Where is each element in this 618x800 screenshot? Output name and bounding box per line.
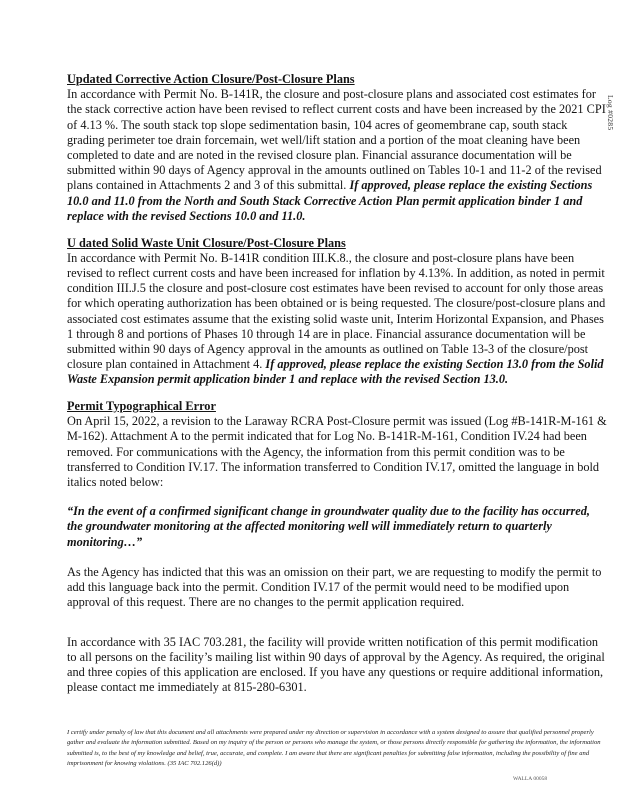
section-paragraph: On April 15, 2022, a revision to the Laraway RCRA Post-Closure permit was issued (Log #B-141R-M-161 & M-162). Attachment A to the permit indicated that for Log No. B-141R-M-161, Condition IV.24 had been removed. For communications with the Agency, the information from this permit condition was to be transferred to Condition IV.17. The information transferred to Condition IV.17, omitted the language in bold italics noted below: — [67, 414, 607, 490]
section-heading: U dated Solid Waste Unit Closure/Post-Closure Plans — [67, 235, 346, 250]
section-solid-waste — [67, 236, 607, 388]
closing-paragraph: In accordance with 35 IAC 703.281, the facility will provide written notification of this permit modification to all persons on the facility’s mailing list within 90 days of approval by the Agency. As required, the original and three copies of this application are enclosed. If you have any questions or require additional information, please contact me immediately at 815-280-6301. — [67, 634, 605, 695]
bates-stamp: WALLA 00058 — [513, 776, 548, 782]
paragraph-text: In accordance with Permit No. B-141R condition III.K.8., the closure and post-closure plans have been revised to reflect current costs and have been increased for inflation by 4.13%. In addition, as noted in permit condition III.J.5 the closure and post-closure cost estimates have been revised to account for only those areas for which operating authorization has been obtained or is being requested. The closure/post-closure plans and associated cost estimates assume that the existing solid waste unit, Interim Horizontal Expansion, and Phases 1 through 8 and portions of Phases 10 through 14 are in place. Financial assurance documentation will be submitted within 90 days of Agency approval in the amounts as outlined on Table 13-3 of the closure/post closure plan contained in Attachment 4. — [67, 250, 606, 372]
section-corrective-action — [67, 72, 607, 224]
margin-log-text: Log #0285 — [606, 95, 615, 131]
section-heading: Updated Corrective Action Closure/Post-Closure Plans — [67, 72, 355, 86]
section-heading: Permit Typographical Error — [67, 399, 216, 414]
paragraph-emphasis: If approved, please replace the existing Section 13.0 from the Solid Waste Expansion permit application binder 1 and replace with the revised Section 13.0. — [67, 357, 604, 387]
document-body — [67, 72, 607, 695]
quoted-permit-language: “In the event of a confirmed significant change in groundwater quality due to the facility has occurred, the groundwater monitoring at the affected monitoring well will immediately return to quarterly monitoring…” — [67, 504, 590, 549]
paragraph-text: In accordance with Permit No. B-141R, the closure and post-closure plans and associated cost estimates for the stack corrective action have been revised to reflect current costs and have been increased by the 2021 CPI of 4.13 %. The south stack top slope sedimentation basin, 104 acres of geomembrane cap, south stack grading perimeter toe drain forcemain, wet well/lift station and a portion of the moat cleaning have been completed to date and are noted in the revised closure plan. Financial assurance documentation will be submitted within 90 days of Agency approval in the amounts outlined on Tables 10-1 and 11-2 of the revised plans contained in Attachments 2 and 3 of this submittal. — [67, 87, 606, 193]
section-paragraph — [67, 87, 607, 224]
followup-paragraph: As the Agency has indicted that this was an omission on their part, we are requesting to modify the permit to add this language back into the permit. Condition IV.17 of the permit would need to be modified upon approval of this request. There are no changes to the permit application required. — [67, 564, 602, 610]
paragraph-emphasis: If approved, please replace the existing Sections 10.0 and 11.0 from the North and South Stack Corrective Action Plan permit application binder 1 and replace with the revised Sections 10.0 and 11.0. — [67, 178, 593, 223]
section-paragraph — [67, 251, 607, 388]
certification-statement: I certify under penalty of law that this document and all attachments were prepared under my direction or supervision in accordance with a system designed to assure that qualified personnel properly gather and evaluate the information submitted. Based on my inquiry of the person or persons who manage the system, or those persons directly responsible for gathering the information, the information submitted is, to the best of my knowledge and belief, true, accurate, and complete. I am aware that there are significant penalties for submitting false information, including the possibility of fine and imprisonment for knowing violations. (35 IAC 702.126(d)) — [67, 729, 601, 767]
section-typographical-error — [67, 399, 607, 610]
